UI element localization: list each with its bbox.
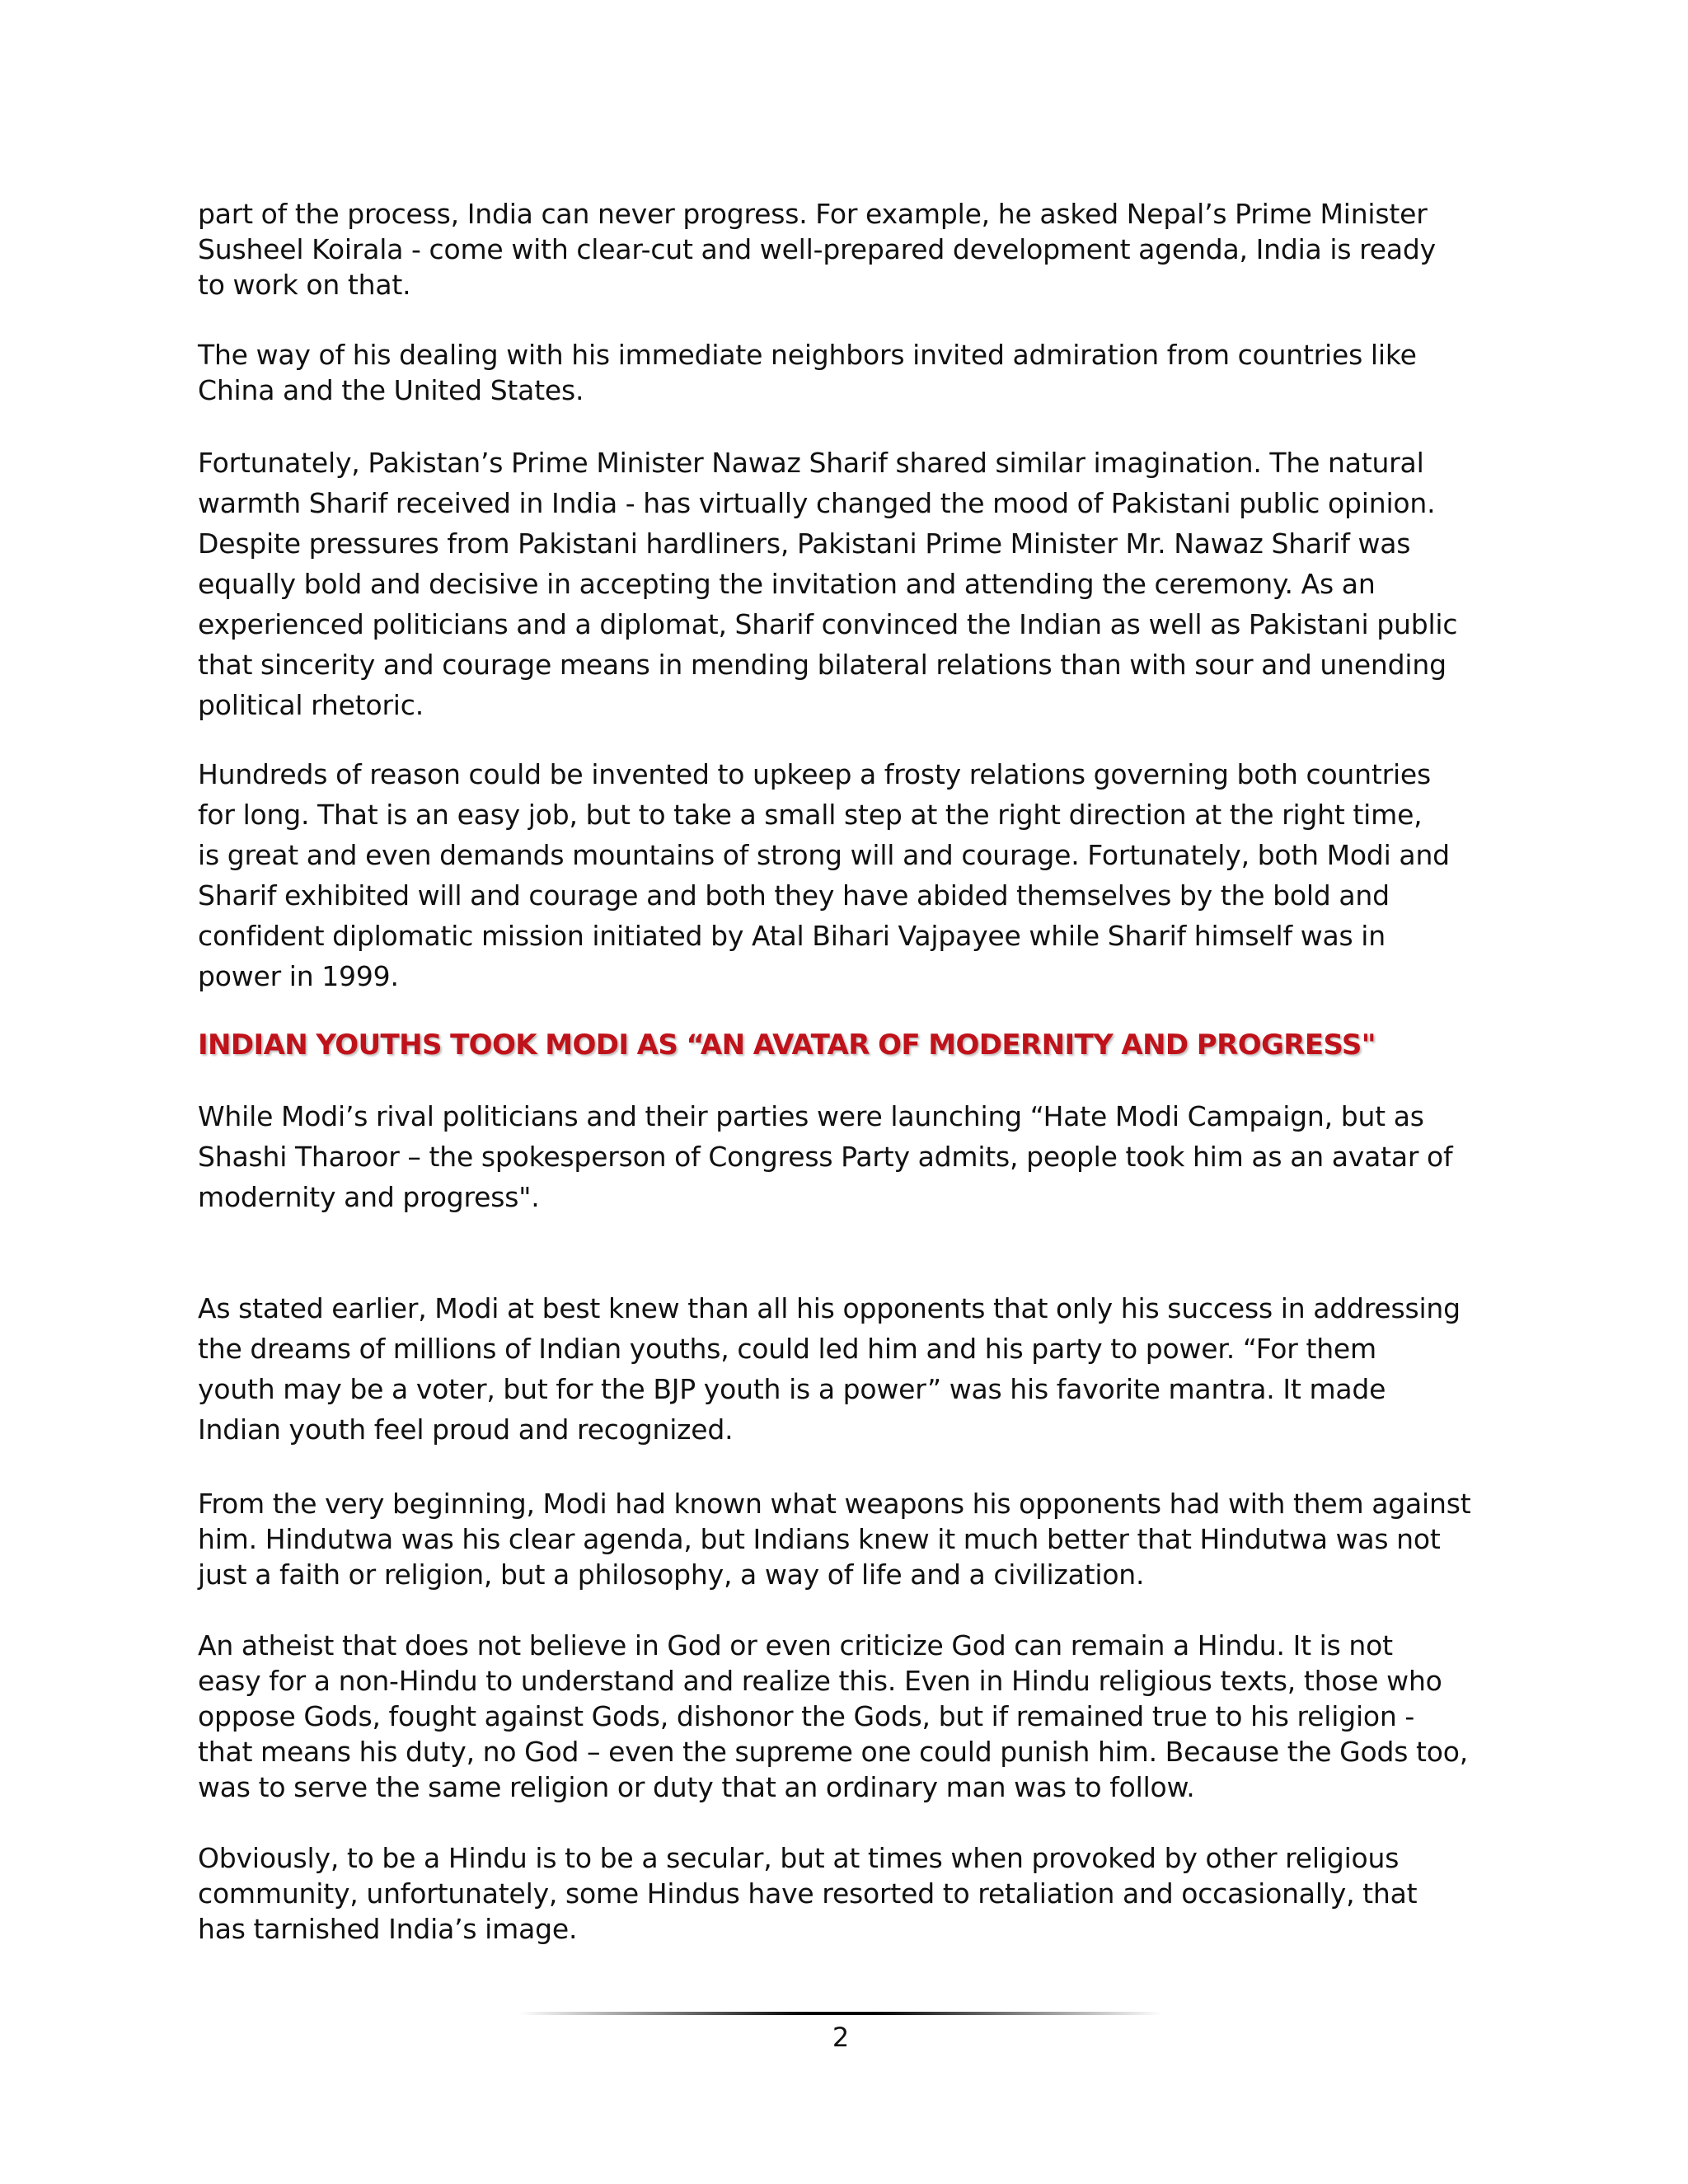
paragraph-sharif: Fortunately, Pakistan’s Prime Minister Nawaz Sharif shared similar imagination. The natural warmth Sharif received in India - has virtually changed the mood of Pakistani public opinion. Despite pressures from Pakistani hardliners, Pakistani Prime Minister Mr. Nawaz Sharif was equally bold and decisive in accepting the invitation and attending the ceremony. As an experienced politicians and a diplomat, Sharif convinced the Indian as well as Pakistani public that sincerity and courage means in mending bilateral relations than with sour and unending political rhetoric.	[198, 447, 1458, 721]
paragraph-secular: Obviously, to be a Hindu is to be a secular, but at times when provoked by other religious community, unfortunately, some Hindus have resorted to retaliation and occasionally, that has tarnished India’s image.	[198, 1842, 1418, 1945]
section-heading: INDIAN YOUTHS TOOK MODI AS “AN AVATAR OF MODERNITY AND PROGRESS"	[198, 1029, 1376, 1062]
paragraph-frosty-relations: Hundreds of reason could be invented to upkeep a frosty relations governing both countries for long. That is an easy job, but to take a small step at the right direction at the right time, is great and even demands mountains of strong will and courage. Fortunately, both Modi and Sharif exhibited will and courage and both they have abided themselves by the bold and confident diplomatic mission initiated by Atal Bihari Vajpayee while Sharif himself was in power in 1999.	[198, 758, 1450, 992]
footer-divider	[519, 2012, 1162, 2015]
paragraph-hindutwa: From the very beginning, Modi had known what weapons his opponents had with them against him. Hindutwa was his clear agenda, but Indians knew it much better that Hindutwa was not just a faith or religion, but a philosophy, a way of life and a civilization.	[198, 1488, 1471, 1591]
paragraph-hate-modi-campaign: While Modi’s rival politicians and their parties were launching “Hate Modi Campaign, but as Shashi Tharoor – the spokesperson of Congress Party admits, people took him as an avatar of modernity and progress".	[198, 1100, 1453, 1213]
paragraph-neighbors: The way of his dealing with his immediate neighbors invited admiration from countries like China and the United States.	[198, 339, 1417, 406]
page-number: 2	[832, 2022, 850, 2053]
paragraph-atheist: An atheist that does not believe in God or even criticize God can remain a Hindu. It is not easy for a non-Hindu to understand and realize this. Even in Hindu religious texts, those who oppose Gods, fought against Gods, dishonor the Gods, but if remained true to his religion - that means his duty, no God – even the supreme one could punish him. Because the Gods too, was to serve the same religion or duty that an ordinary man was to follow.	[198, 1629, 1469, 1803]
paragraph-indian-youths: As stated earlier, Modi at best knew than all his opponents that only his success in addressing the dreams of millions of Indian youths, could led him and his party to power. “For them youth may be a voter, but for the BJP youth is a power” was his favorite mantra. It made Indian youth feel proud and recognized.	[198, 1292, 1461, 1446]
paragraph-nepal: part of the process, India can never progress. For example, he asked Nepal’s Prime Minister Susheel Koirala - come with clear-cut and well-prepared development agenda, India is ready to work on that.	[198, 198, 1436, 301]
